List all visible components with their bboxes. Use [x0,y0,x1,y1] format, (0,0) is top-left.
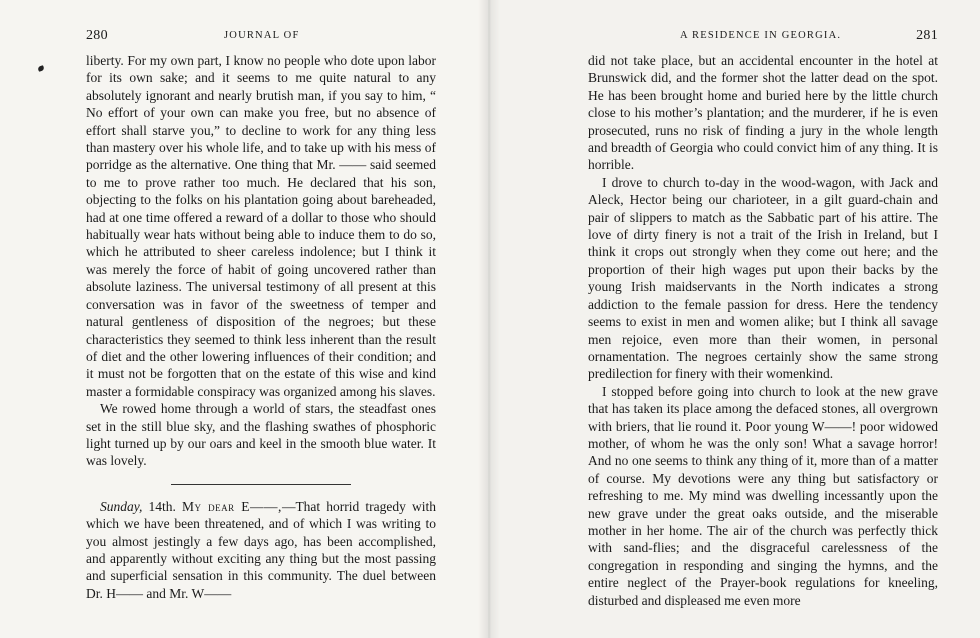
right-page-header [588,28,938,44]
section-divider [171,484,351,485]
left-paragraph-2: We rowed home through a world of stars, the steadfast ones set in the still blue sky, and the flashing swathes of phosphoric light turned up by our oars and keel in the smooth blue water. It was lovely. [86,401,436,469]
right-paragraph-3: I stopped before going into church to look at the new grave that has taken its place among the defaced stones, all overgrown with briers, that lie round it. Poor young W——! poor widowed mother, of whom he was the only son! What a savage horror! And no one seems to think any thing of it, more than of a matter of course. My devotions were any thing but satisfactory or refreshing to me. My mind was dwelling incessantly upon the new grave under the great oaks outside, and the miserable mother in her home. The air of the church was perfectly thick with sand-flies; and the disgraceful carelessness of the congregation in responding and singing the hymns, and the entire neglect of the Prayer-book regulations for kneeling, disturbed and displeased me even more [588,383,938,608]
ink-blot [37,65,44,72]
left-running-head: JOURNAL OF [224,30,300,41]
right-paragraph-2: I drove to church to-day in the wood-wagon, with Jack and Aleck, Hector being our charioteer, in a gilt guard-chain and pair of slippers to match as the Sabbatic part of his attire. The love of dirty finery is not a trait of the Irish in Ireland, but I think it crops out strongly when they come out here; and the proportion of their high wages put upon their backs by the young Irish maidservants in the North indicates a strong addiction to the female passion for dress. Here the tendency seems to exist in men and women alike; but I think all savage men rejoice, even more than their women, in personal ornamentation. The negroes certainly show the same strong predilection for finery with their womenkind. [588,174,938,382]
right-page [488,0,980,638]
left-paragraph-3 [86,498,436,602]
left-paragraph-1: liberty. For my own part, I know no people who dote upon labor for its own sake; and it seems to me quite natural to any absolutely ignorant and nearly brutish man, if you say to him, “ No effort of your own can make you free, but no absence of effort shall starve you,” to decline to work for any thing less than mastery over his whole life, and to take up with his mess of porridge as the alternative. One thing that Mr. —— said seemed to me to prove rather too much. He declared that his son, objecting to the folks on his plantation going about bareheaded, had at one time offered a reward of a dollar to those who should habitually wear hats without being able to induce them to do so, which he attributed to sheer careless indolence; but I think it was merely the force of habit of going uncovered rather than absolute laziness. The universal testimony of all present at this conversation was in favor of the sweetness of temper and natural gentleness of disposition of the negroes; but these characteristics they seemed to think less inherent than the result of diet and the other lowering influences of their condition; and it must not be forgotten that on the estate of this wise and kind master a formidable conspiracy was organized among his slaves. [86,53,436,399]
left-page [0,0,488,638]
right-running-head: A RESIDENCE IN GEORGIA. [680,30,842,41]
left-page-header [86,28,436,44]
right-paragraph-1: did not take place, but an accidental encounter in the hotel at Brunswick did, and the former shot the latter dead on the spot. He has been brought home and buried here by the little church close to his mother’s plantation; and the murderer, if he is even prosecuted, runs no risk of finding a jury in the whole length and breadth of Georgia who could convict him of any thing. It is horrible. [588,53,938,173]
book-gutter [478,0,500,638]
salutation: My dear E——, [182,498,282,514]
dateline-day: 14th. [148,498,176,514]
left-paragraph-3-text: —That horrid tragedy with which we have been threatened, and of which I was writing to you almost jestingly a few days ago, has been accomplished, and apparently without exciting any thing but the most passing and superficial sensation in this community. The duel between Dr. H—— and Mr. W—— [86,498,437,601]
dateline: Sunday, [100,498,143,514]
right-page-body [588,52,938,609]
left-page-body [86,52,436,602]
left-page-number: 280 [86,28,108,43]
right-page-number: 281 [916,28,938,43]
